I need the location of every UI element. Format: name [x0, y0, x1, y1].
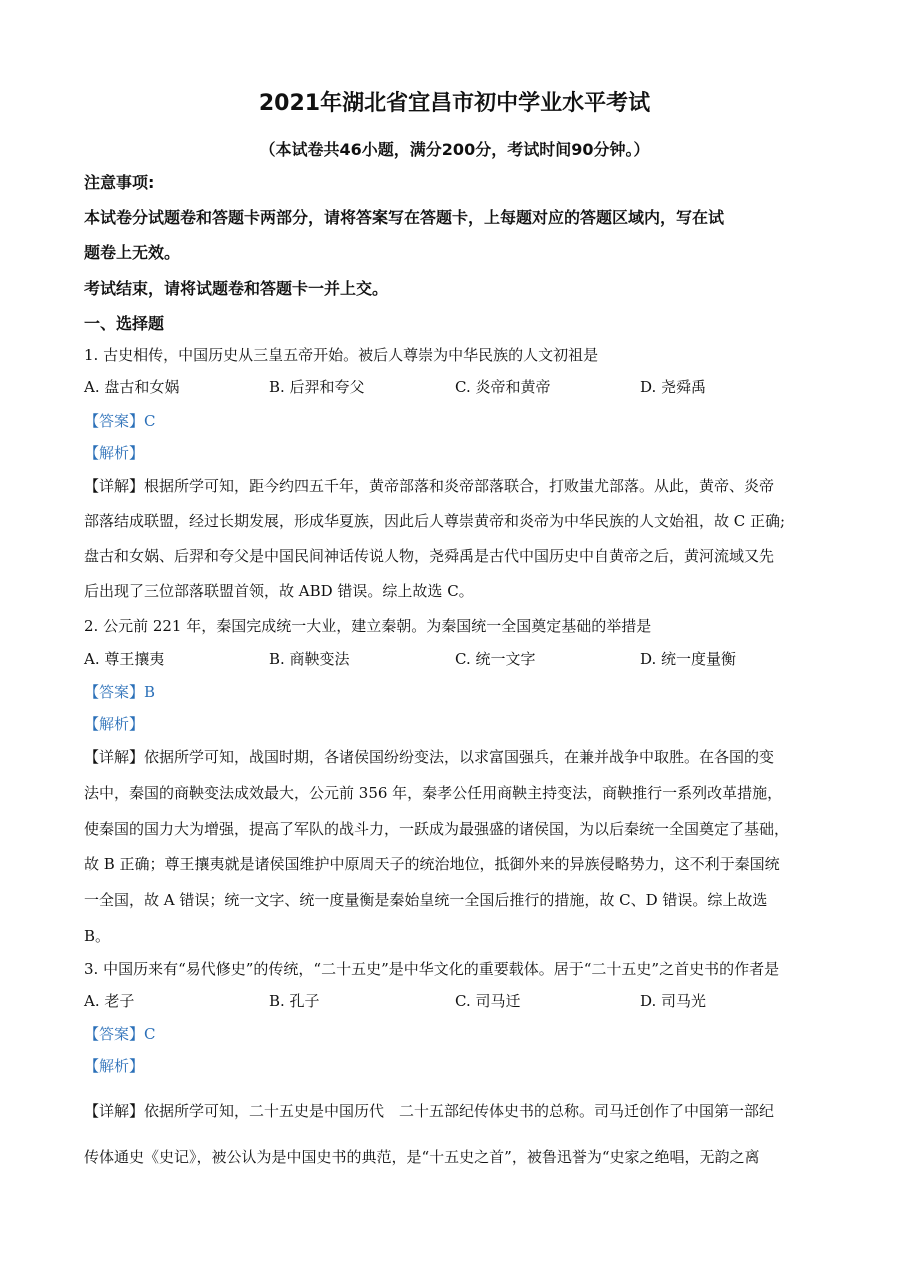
detail-line: 后出现了三位部落联盟首领，故 ABD 错误。综上故选 C。 [84, 582, 474, 600]
option-b: B. 商鞅变法 [269, 650, 350, 668]
detail-line: 【详解】依据所学可知，战国时期，各诸侯国纷纷变法，以求富国强兵，在兼并战争中取胜。在各国的变 [84, 748, 775, 766]
answer-label: 【答案】B [84, 683, 156, 701]
option-c: C. 炎帝和黄帝 [455, 378, 551, 396]
option-c: C. 统一文字 [455, 650, 536, 668]
detail-line: 故 B 正确；尊王攘夷就是诸侯国维护中原周天子的统治地位，抵御外来的异族侵略势力，这不利于秦国统 [84, 855, 780, 873]
detail-line: 法中，秦国的商鞅变法成效最大，公元前 356 年，秦孝公任用商鞅主持变法，商鞅推行一系列改革措施， [84, 784, 783, 802]
notice-heading: 注意事项: [84, 173, 155, 192]
detail-line: 传体通史《史记》，被公认为是中国史书的典范，是“十五史之首”，被鲁迅誉为“史家之绝唱，无韵之离 [84, 1148, 760, 1166]
detail-line: 盘古和女娲、后羿和夸父是中国民间神话传说人物，尧舜禹是古代中国历史中自黄帝之后，黄河流域又先 [84, 547, 775, 565]
answer-label: 【答案】C [84, 412, 156, 430]
question-stem: 2. 公元前 221 年，秦国完成统一大业，建立秦朝。为秦国统一全国奠定基础的举措是 [84, 617, 652, 635]
option-c: C. 司马迁 [455, 992, 521, 1010]
question-stem: 3. 中国历来有“易代修史”的传统，“二十五史”是中华文化的重要载体。居于“二十五史”之首史书的作者是 [84, 960, 780, 978]
detail-line: 【详解】依据所学可知，二十五史是中国历代 二十五部纪传体史书的总称。司马迁创作了中国第一部纪 [84, 1102, 775, 1120]
option-b: B. 后羿和夸父 [269, 378, 365, 396]
option-a: A. 盘古和女娲 [84, 378, 180, 396]
exam-title: 2021年湖北省宜昌市初中学业水平考试 [258, 91, 651, 116]
section-heading: 一、选择题 [84, 314, 165, 333]
answer-label: 【答案】C [84, 1025, 156, 1043]
analysis-label: 【解析】 [84, 715, 145, 733]
option-d: D. 尧舜禹 [640, 378, 707, 396]
analysis-label: 【解析】 [84, 1057, 145, 1075]
detail-line: B。 [84, 927, 111, 945]
exam-subtitle: （本试卷共46小题，满分200分，考试时间90分钟。） [259, 140, 650, 159]
detail-line: 一全国，故 A 错误；统一文字、统一度量衡是秦始皇统一全国后推行的措施，故 C、D 错误。综上故选 [84, 891, 768, 909]
option-a: A. 老子 [84, 992, 135, 1010]
detail-line: 部落结成联盟，经过长期发展，形成华夏族，因此后人尊崇黄帝和炎帝为中华民族的人文始祖，故 C 正确; [84, 512, 786, 530]
notice-line: 考试结束，请将试题卷和答题卡一并上交。 [84, 279, 389, 298]
detail-line: 【详解】根据所学可知，距今约四五千年，黄帝部落和炎帝部落联合，打败蚩尤部落。从此，黄帝、炎帝 [84, 477, 775, 495]
option-d: D. 统一度量衡 [640, 650, 737, 668]
analysis-label: 【解析】 [84, 444, 145, 462]
option-b: B. 孔子 [269, 992, 320, 1010]
detail-line: 使秦国的国力大为增强，提高了军队的战斗力，一跃成为最强盛的诸侯国，为以后秦统一全国奠定了基础， [84, 820, 790, 838]
option-d: D. 司马光 [640, 992, 707, 1010]
notice-line: 题卷上无效。 [84, 243, 181, 262]
question-stem: 1. 古史相传，中国历史从三皇五帝开始。被后人尊崇为中华民族的人文初祖是 [84, 346, 599, 364]
notice-line: 本试卷分试题卷和答题卡两部分，请将答案写在答题卡，上每题对应的答题区域内，写在试 [84, 208, 725, 227]
option-a: A. 尊王攘夷 [84, 650, 165, 668]
